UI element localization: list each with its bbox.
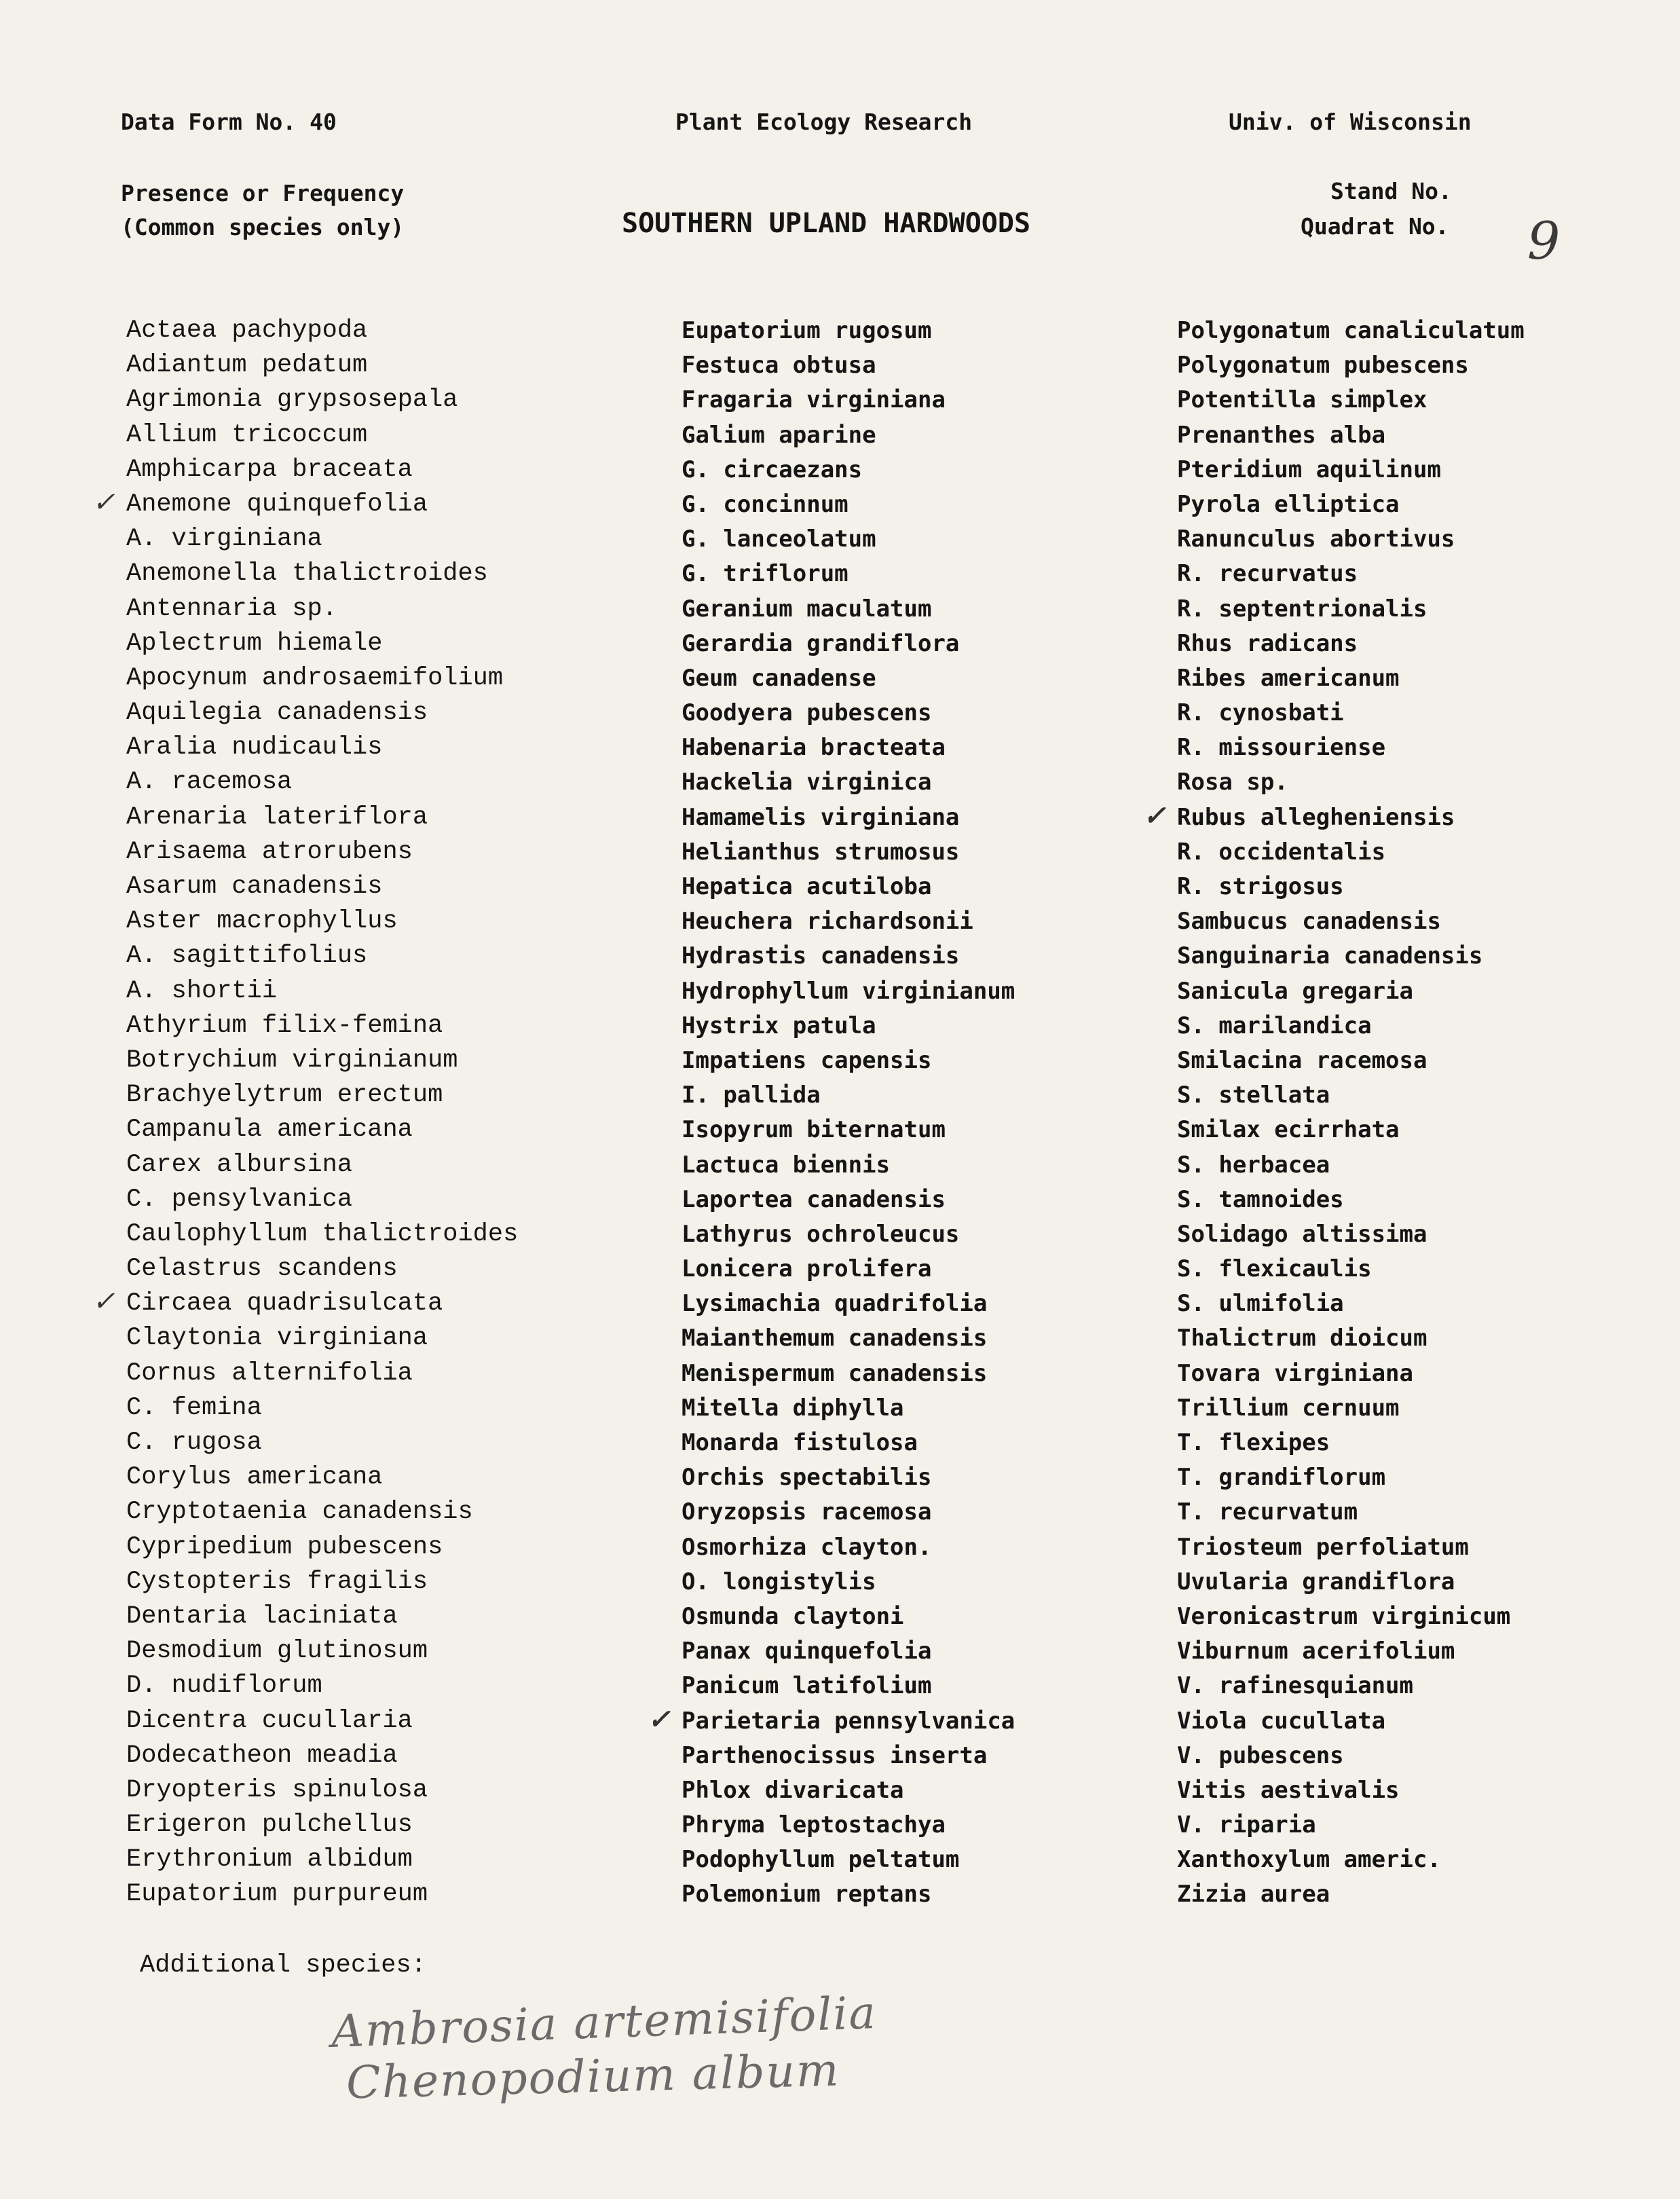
species-name: Aquilegia canadensis bbox=[126, 699, 428, 728]
species-row bbox=[682, 1530, 1015, 1565]
species-name: Prenanthes alba bbox=[1177, 421, 1386, 449]
species-row bbox=[1177, 939, 1525, 974]
species-row bbox=[126, 557, 518, 591]
species-row bbox=[1177, 1877, 1525, 1912]
species-name: Geranium maculatum bbox=[682, 595, 932, 623]
species-name: Polygonatum canaliculatum bbox=[1177, 317, 1525, 344]
species-row bbox=[126, 835, 518, 870]
species-row bbox=[682, 800, 1015, 835]
check-mark-icon: ✓ bbox=[1143, 799, 1166, 832]
species-name: Polygonatum pubescens bbox=[1177, 352, 1469, 380]
species-name: Sambucus canadensis bbox=[1177, 908, 1441, 936]
species-row bbox=[126, 939, 518, 974]
species-name: Smilax ecirrhata bbox=[1177, 1116, 1400, 1144]
species-name: Eupatorium purpureum bbox=[126, 1880, 428, 1909]
species-row bbox=[682, 1426, 1015, 1460]
species-name: Amphicarpa braceata bbox=[126, 455, 413, 484]
species-name: Podophyllum peltatum bbox=[682, 1846, 960, 1874]
species-name: Aralia nudicaulis bbox=[126, 733, 383, 762]
species-row bbox=[682, 592, 1015, 627]
species-row bbox=[682, 765, 1015, 800]
species-name: Solidago altissima bbox=[1177, 1220, 1427, 1248]
species-name: Zizia aurea bbox=[1177, 1881, 1330, 1908]
species-row bbox=[682, 1391, 1015, 1426]
species-name: Hackelia virginica bbox=[682, 769, 932, 796]
species-name: Antennaria sp. bbox=[126, 594, 337, 623]
species-name: Goodyera pubescens bbox=[682, 699, 932, 727]
species-name: Rhus radicans bbox=[1177, 629, 1358, 657]
species-name: Apocynum androsaemifolium bbox=[126, 663, 504, 692]
species-row bbox=[1177, 1113, 1525, 1147]
species-name: C. femina bbox=[126, 1393, 262, 1422]
species-name: Erigeron pulchellus bbox=[126, 1811, 413, 1840]
species-name: Panicum latifolium bbox=[682, 1672, 932, 1700]
species-name: G. lanceolatum bbox=[682, 525, 876, 553]
species-row bbox=[682, 1739, 1015, 1773]
species-row bbox=[682, 1113, 1015, 1147]
species-row bbox=[1177, 696, 1525, 731]
species-row bbox=[1177, 1773, 1525, 1808]
species-column-1 bbox=[92, 314, 519, 1912]
species-row bbox=[682, 1843, 1015, 1877]
species-row bbox=[1177, 1426, 1525, 1460]
species-row bbox=[1177, 557, 1525, 591]
species-name: S. marilandica bbox=[1177, 1012, 1372, 1039]
species-name: Arisaema atrorubens bbox=[126, 837, 413, 866]
species-row bbox=[682, 1078, 1015, 1113]
species-row bbox=[126, 974, 518, 1009]
page-title: SOUTHERN UPLAND HARDWOODS bbox=[622, 208, 1031, 239]
species-name: Dodecatheon meadia bbox=[126, 1741, 398, 1770]
species-row bbox=[126, 765, 518, 800]
species-row bbox=[126, 348, 518, 383]
species-name: Phlox divaricata bbox=[682, 1776, 904, 1804]
species-name: Hamamelis virginiana bbox=[682, 803, 960, 831]
species-name: Dentaria laciniata bbox=[126, 1602, 398, 1631]
species-name: R. septentrionalis bbox=[1177, 595, 1427, 623]
species-row bbox=[1177, 522, 1525, 557]
species-row bbox=[1177, 487, 1525, 522]
species-name: Habenaria bracteata bbox=[682, 734, 946, 762]
species-name: Parthenocissus inserta bbox=[682, 1741, 988, 1769]
species-name: V. pubescens bbox=[1177, 1741, 1344, 1769]
species-row bbox=[682, 418, 1015, 453]
species-name: R. missouriense bbox=[1177, 734, 1386, 762]
check-mark-icon: ✓ bbox=[648, 1703, 671, 1735]
species-row bbox=[682, 314, 1015, 348]
species-name: Rubus allegheniensis bbox=[1177, 803, 1455, 831]
species-name: Thalictrum dioicum bbox=[1177, 1325, 1427, 1352]
species-name: Erythronium albidum bbox=[126, 1845, 413, 1874]
species-name: Cryptotaenia canadensis bbox=[126, 1498, 473, 1527]
species-row bbox=[682, 1600, 1015, 1634]
species-name: Parietaria pennsylvanica bbox=[682, 1707, 1015, 1735]
species-name: C. pensylvanica bbox=[126, 1185, 353, 1214]
species-row bbox=[126, 522, 518, 557]
species-name: Uvularia grandiflora bbox=[1177, 1568, 1455, 1595]
species-row bbox=[682, 1043, 1015, 1078]
species-name: Phryma leptostachya bbox=[682, 1811, 946, 1839]
species-row bbox=[1177, 1808, 1525, 1843]
stand-number-label: Stand No. bbox=[1330, 178, 1452, 204]
species-row bbox=[682, 1460, 1015, 1495]
species-row bbox=[682, 1634, 1015, 1669]
species-row bbox=[682, 453, 1015, 487]
species-row bbox=[682, 1808, 1015, 1843]
species-row bbox=[1177, 1356, 1525, 1391]
species-row bbox=[1177, 1148, 1525, 1183]
species-row bbox=[1177, 418, 1525, 453]
species-row bbox=[126, 1252, 518, 1287]
species-row bbox=[682, 661, 1015, 696]
species-name: Festuca obtusa bbox=[682, 352, 876, 380]
species-name: V. riparia bbox=[1177, 1811, 1316, 1839]
species-name: I. pallida bbox=[682, 1082, 821, 1109]
species-name: S. flexicaulis bbox=[1177, 1255, 1372, 1283]
species-row bbox=[1177, 1739, 1525, 1773]
species-name: Potentilla simplex bbox=[1177, 386, 1427, 414]
species-row bbox=[126, 1356, 518, 1391]
species-name: Helianthus strumosus bbox=[682, 838, 960, 866]
species-row bbox=[1177, 1843, 1525, 1877]
species-name: Orchis spectabilis bbox=[682, 1464, 932, 1492]
species-row bbox=[126, 1808, 518, 1843]
species-row bbox=[1177, 1078, 1525, 1113]
species-name: R. cynosbati bbox=[1177, 699, 1344, 727]
species-row bbox=[126, 1321, 518, 1356]
species-name: Smilacina racemosa bbox=[1177, 1046, 1427, 1074]
species-row bbox=[682, 870, 1015, 904]
species-row bbox=[1177, 1704, 1525, 1739]
species-row bbox=[126, 314, 518, 348]
species-row bbox=[126, 1739, 518, 1773]
species-name: Arenaria lateriflora bbox=[126, 802, 428, 832]
species-name: Isopyrum biternatum bbox=[682, 1116, 946, 1144]
species-name: Celastrus scandens bbox=[126, 1255, 398, 1284]
species-row bbox=[1177, 1565, 1525, 1600]
species-name: Viola cucullata bbox=[1177, 1707, 1386, 1735]
species-name: Circaea quadrisulcata bbox=[126, 1289, 443, 1318]
species-name: R. recurvatus bbox=[1177, 560, 1358, 588]
species-row bbox=[126, 627, 518, 661]
species-name: Rosa sp. bbox=[1177, 769, 1288, 796]
species-name: Caulophyllum thalictroides bbox=[126, 1219, 519, 1249]
species-row bbox=[682, 1148, 1015, 1183]
species-name: Anemone quinquefolia bbox=[126, 489, 428, 519]
species-name: Fragaria virginiana bbox=[682, 386, 946, 414]
species-row bbox=[126, 418, 518, 453]
species-row bbox=[126, 1043, 518, 1078]
species-row bbox=[682, 904, 1015, 939]
species-name: Lysimachia quadrifolia bbox=[682, 1290, 988, 1318]
species-row bbox=[1177, 904, 1525, 939]
handwritten-species-2: Chenopodium album bbox=[346, 2044, 841, 2109]
species-row bbox=[1177, 1495, 1525, 1530]
species-name: Triosteum perfoliatum bbox=[1177, 1533, 1469, 1561]
species-name: Athyrium filix-femina bbox=[126, 1011, 443, 1040]
species-name: Anemonella thalictroides bbox=[126, 559, 488, 589]
species-name: Agrimonia grypsosepala bbox=[126, 386, 458, 415]
species-name: Dicentra cucullaria bbox=[126, 1706, 413, 1735]
species-row bbox=[682, 348, 1015, 383]
species-name: T. flexipes bbox=[1177, 1429, 1330, 1456]
species-name: Lactuca biennis bbox=[682, 1151, 891, 1179]
species-row bbox=[126, 870, 518, 904]
species-row bbox=[126, 1009, 518, 1043]
species-name: C. rugosa bbox=[126, 1428, 262, 1457]
species-row bbox=[126, 1495, 518, 1530]
species-row bbox=[682, 1321, 1015, 1356]
species-name: Eupatorium rugosum bbox=[682, 317, 932, 344]
species-row bbox=[1177, 1287, 1525, 1321]
species-name: Aplectrum hiemale bbox=[126, 629, 383, 658]
species-name: Gerardia grandiflora bbox=[682, 629, 960, 657]
university-name: Univ. of Wisconsin bbox=[1229, 109, 1472, 135]
species-name: S. tamnoides bbox=[1177, 1185, 1344, 1213]
species-row bbox=[1177, 974, 1525, 1009]
species-name: Claytonia virginiana bbox=[126, 1324, 428, 1353]
species-row bbox=[126, 1669, 518, 1703]
species-row bbox=[92, 1286, 518, 1321]
species-row bbox=[126, 1600, 518, 1634]
species-name: Panax quinquefolia bbox=[682, 1638, 932, 1665]
species-row bbox=[1177, 765, 1525, 800]
species-name: Desmodium glutinosum bbox=[126, 1637, 428, 1666]
species-name: Hydrastis canadensis bbox=[682, 942, 960, 970]
species-name: Corylus americana bbox=[126, 1463, 383, 1492]
species-row bbox=[1177, 348, 1525, 383]
species-name: Sanguinaria canadensis bbox=[1177, 942, 1483, 970]
species-row bbox=[682, 1252, 1015, 1287]
species-name: Hepatica acutiloba bbox=[682, 873, 932, 900]
species-name: T. grandiflorum bbox=[1177, 1464, 1386, 1492]
species-row bbox=[682, 627, 1015, 661]
species-name: Cypripedium pubescens bbox=[126, 1532, 443, 1562]
species-name: R. strigosus bbox=[1177, 873, 1344, 900]
quadrat-number-label: Quadrat No. bbox=[1301, 213, 1449, 240]
species-name: Pteridium aquilinum bbox=[1177, 456, 1441, 483]
species-row bbox=[1177, 1321, 1525, 1356]
species-row bbox=[1177, 1634, 1525, 1669]
species-row bbox=[126, 904, 518, 939]
species-name: Heuchera richardsonii bbox=[682, 908, 973, 936]
species-name: O. longistylis bbox=[682, 1568, 876, 1595]
species-name: Pyrola elliptica bbox=[1177, 490, 1400, 518]
species-row bbox=[682, 974, 1015, 1009]
species-row bbox=[126, 1078, 518, 1113]
handwritten-species-1: Ambrosia artemisifolia bbox=[330, 1986, 878, 2058]
species-row bbox=[1177, 592, 1525, 627]
species-name: Sanicula gregaria bbox=[1177, 977, 1413, 1005]
species-name: Ranunculus abortivus bbox=[1177, 525, 1455, 553]
species-row bbox=[682, 731, 1015, 765]
species-row bbox=[92, 486, 518, 522]
species-row bbox=[126, 1843, 518, 1877]
species-row bbox=[126, 661, 518, 696]
species-row bbox=[1177, 314, 1525, 348]
species-row bbox=[126, 800, 518, 835]
species-name: G. concinnum bbox=[682, 490, 848, 518]
species-name: Cystopteris fragilis bbox=[126, 1567, 428, 1596]
species-name: A. racemosa bbox=[126, 768, 293, 797]
species-row bbox=[682, 1009, 1015, 1043]
species-name: Geum canadense bbox=[682, 664, 876, 692]
species-row bbox=[1177, 1600, 1525, 1634]
species-row bbox=[682, 557, 1015, 591]
species-name: Actaea pachypoda bbox=[126, 316, 368, 345]
species-name: G. circaezans bbox=[682, 456, 863, 483]
species-row bbox=[1177, 1460, 1525, 1495]
species-row bbox=[682, 1217, 1015, 1252]
species-name: Ribes americanum bbox=[1177, 664, 1400, 692]
species-name: Trillium cernuum bbox=[1177, 1394, 1400, 1422]
species-row bbox=[682, 939, 1015, 974]
species-row bbox=[682, 383, 1015, 418]
species-row bbox=[126, 1183, 518, 1217]
species-row bbox=[1177, 870, 1525, 904]
quadrat-number-value: 9 bbox=[1527, 210, 1561, 271]
species-row bbox=[682, 522, 1015, 557]
species-name: S. herbacea bbox=[1177, 1151, 1330, 1179]
species-name: T. recurvatum bbox=[1177, 1498, 1358, 1526]
species-column-3 bbox=[1143, 314, 1525, 1912]
species-name: Menispermum canadensis bbox=[682, 1359, 988, 1387]
species-name: Veronicastrum virginicum bbox=[1177, 1602, 1511, 1630]
species-row bbox=[1177, 731, 1525, 765]
form-number: Data Form No. 40 bbox=[121, 109, 337, 135]
species-name: V. rafinesquianum bbox=[1177, 1672, 1413, 1700]
species-name: Allium tricoccum bbox=[126, 420, 368, 449]
species-row bbox=[682, 696, 1015, 731]
species-name: Osmorhiza clayton. bbox=[682, 1533, 932, 1561]
species-name: A. shortii bbox=[126, 976, 278, 1005]
species-row bbox=[1177, 1530, 1525, 1565]
species-name: Impatiens capensis bbox=[682, 1046, 932, 1074]
species-name: Monarda fistulosa bbox=[682, 1429, 918, 1456]
species-name: Dryopteris spinulosa bbox=[126, 1775, 428, 1805]
species-row bbox=[126, 1565, 518, 1600]
species-row bbox=[1177, 1252, 1525, 1287]
species-row bbox=[682, 1183, 1015, 1217]
species-name: Viburnum acerifolium bbox=[1177, 1638, 1455, 1665]
species-row bbox=[126, 1877, 518, 1912]
species-row bbox=[126, 592, 518, 627]
species-name: Oryzopsis racemosa bbox=[682, 1498, 932, 1526]
species-row bbox=[682, 487, 1015, 522]
species-name: Galium aparine bbox=[682, 421, 876, 449]
species-row bbox=[682, 1877, 1015, 1912]
species-row bbox=[682, 1356, 1015, 1391]
organization-name: Plant Ecology Research bbox=[675, 109, 973, 135]
species-row bbox=[126, 1530, 518, 1565]
species-name: Laportea canadensis bbox=[682, 1185, 946, 1213]
species-name: Aster macrophyllus bbox=[126, 907, 398, 936]
species-name: Asarum canadensis bbox=[126, 872, 383, 901]
species-row bbox=[648, 1703, 1015, 1739]
species-name: Adiantum pedatum bbox=[126, 351, 368, 380]
species-name: Tovara virginiana bbox=[1177, 1359, 1413, 1387]
species-name: Carex albursina bbox=[126, 1150, 353, 1179]
species-name: Maianthemum canadensis bbox=[682, 1325, 988, 1352]
species-name: A. sagittifolius bbox=[126, 942, 368, 971]
species-row bbox=[126, 731, 518, 765]
species-name: G. triflorum bbox=[682, 560, 848, 588]
species-row bbox=[1177, 627, 1525, 661]
additional-species-label: Additional species: bbox=[140, 1951, 426, 1980]
species-name: Hydrophyllum virginianum bbox=[682, 977, 1015, 1005]
species-name: S. stellata bbox=[1177, 1082, 1330, 1109]
species-row bbox=[1177, 1669, 1525, 1703]
species-row bbox=[126, 1460, 518, 1495]
species-row bbox=[1177, 453, 1525, 487]
species-row bbox=[126, 1704, 518, 1739]
species-name: S. ulmifolia bbox=[1177, 1290, 1344, 1318]
check-mark-icon: ✓ bbox=[92, 486, 115, 518]
species-row bbox=[126, 1148, 518, 1183]
species-row bbox=[126, 1426, 518, 1460]
species-row bbox=[1177, 1043, 1525, 1078]
species-row bbox=[1177, 835, 1525, 870]
species-name: Lathyrus ochroleucus bbox=[682, 1220, 960, 1248]
species-name: Polemonium reptans bbox=[682, 1881, 932, 1908]
species-name: R. occidentalis bbox=[1177, 838, 1386, 866]
species-row bbox=[1143, 799, 1525, 835]
check-mark-icon: ✓ bbox=[92, 1286, 115, 1318]
species-row bbox=[1177, 1183, 1525, 1217]
species-row bbox=[682, 1773, 1015, 1808]
species-name: Campanula americana bbox=[126, 1115, 413, 1145]
species-name: Brachyelytrum erectum bbox=[126, 1081, 443, 1110]
species-row bbox=[1177, 1391, 1525, 1426]
species-row bbox=[126, 1217, 518, 1252]
species-name: D. nudiflorum bbox=[126, 1671, 322, 1701]
species-name: Hystrix patula bbox=[682, 1012, 876, 1039]
species-name: Xanthoxylum americ. bbox=[1177, 1846, 1441, 1874]
species-row bbox=[1177, 661, 1525, 696]
species-row bbox=[682, 1565, 1015, 1600]
species-row bbox=[682, 1495, 1015, 1530]
species-row bbox=[126, 696, 518, 731]
species-name: A. virginiana bbox=[126, 525, 322, 554]
species-row bbox=[126, 1634, 518, 1669]
presence-label-line2: (Common species only) bbox=[121, 214, 405, 240]
species-name: Botrychium virginianum bbox=[126, 1046, 458, 1075]
species-row bbox=[1177, 1009, 1525, 1043]
species-name: Vitis aestivalis bbox=[1177, 1776, 1400, 1804]
species-row bbox=[126, 453, 518, 487]
species-row bbox=[1177, 1217, 1525, 1252]
species-name: Cornus alternifolia bbox=[126, 1359, 413, 1388]
species-row bbox=[126, 1773, 518, 1808]
species-name: Lonicera prolifera bbox=[682, 1255, 932, 1283]
presence-label-line1: Presence or Frequency bbox=[121, 180, 405, 206]
species-row bbox=[126, 383, 518, 418]
species-row bbox=[682, 1287, 1015, 1321]
species-row bbox=[682, 1669, 1015, 1703]
species-row bbox=[126, 1113, 518, 1147]
species-row bbox=[126, 1391, 518, 1426]
species-name: Osmunda claytoni bbox=[682, 1602, 904, 1630]
species-row bbox=[682, 835, 1015, 870]
species-row bbox=[1177, 383, 1525, 418]
species-name: Mitella diphylla bbox=[682, 1394, 904, 1422]
species-column-2 bbox=[648, 314, 1015, 1912]
